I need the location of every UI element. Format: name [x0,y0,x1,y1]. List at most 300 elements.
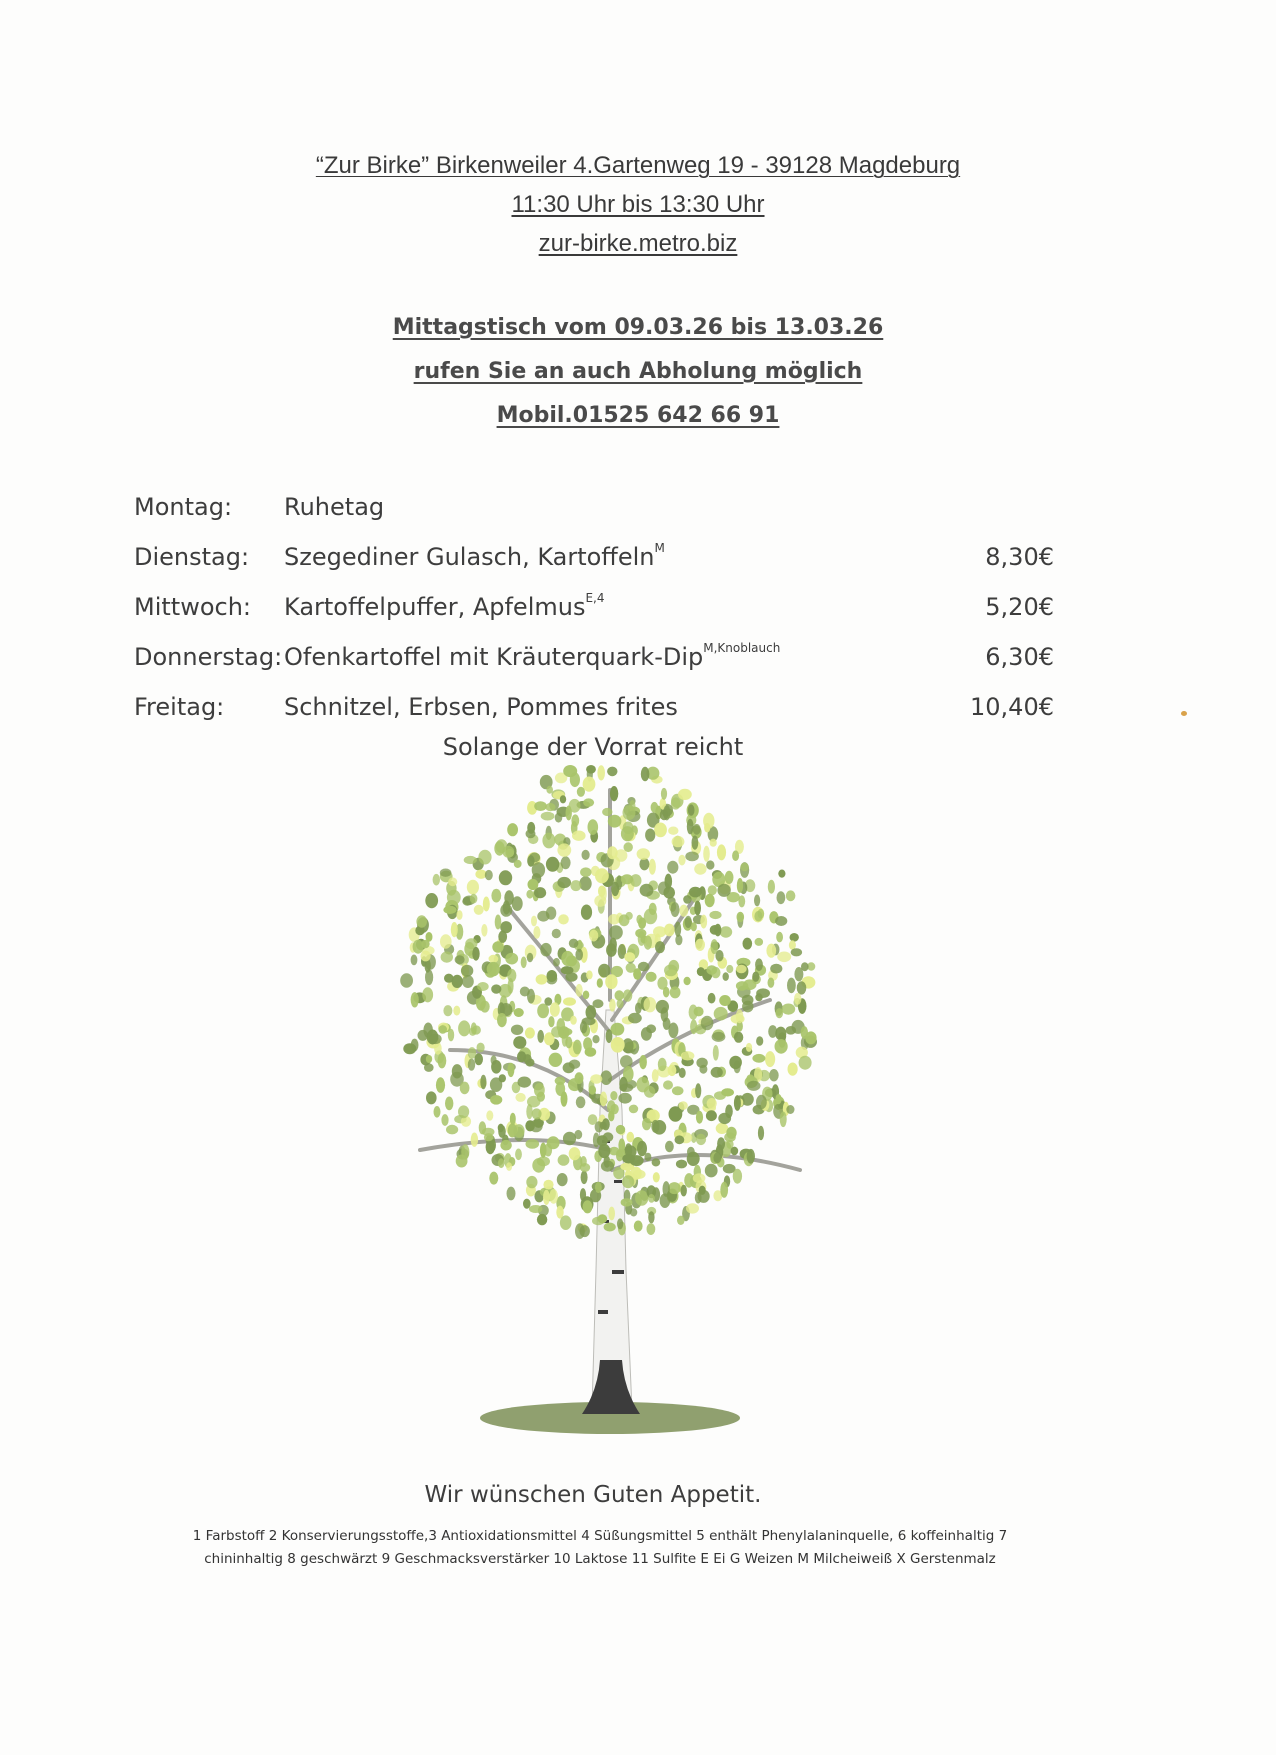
leaf [615,990,624,1000]
leaf [611,1023,625,1036]
leaf [411,992,419,1007]
leaf [583,1037,592,1050]
leaf [575,949,583,961]
leaf [786,1026,797,1035]
menu-price: 5,20€ [985,593,1054,621]
leaf [458,1020,470,1036]
leaf [624,952,635,962]
leaf [572,831,586,841]
leaf [513,1036,526,1049]
leaf [780,1112,787,1128]
leaf [678,789,692,800]
leaf [633,968,641,980]
allergen-legend-line: 1 Farbstoff 2 Konservierungsstoffe,3 Antioxidationsmittel 4 Süßungsmittel 5 enthält Phenylalaninquelle, 6 koffeinhaltig 7 [192,1528,1008,1544]
leaf [580,867,591,877]
leaf [705,1164,718,1178]
leaf [546,857,559,872]
leaf [555,1077,566,1085]
leaf [692,836,699,850]
leaf [689,1005,698,1020]
leaf [565,972,577,982]
leaf [543,1190,550,1205]
menu-row [134,482,1054,532]
leaf [769,1069,779,1081]
leaf [589,930,598,942]
leaf [551,1026,563,1037]
leaf [646,972,657,982]
leaf [455,955,465,964]
leaf [644,1153,651,1161]
leaf [717,844,726,860]
leaf [598,886,606,897]
leaf [622,1154,635,1164]
leaf [470,894,478,904]
leaf [586,970,593,979]
leaf [495,915,502,930]
leaf [694,901,701,916]
leaf [737,878,743,893]
leaf [714,924,721,937]
leaf [734,1032,743,1043]
leaf [705,894,715,908]
leaf [426,932,433,942]
leaf [577,787,585,797]
leaf [611,882,619,896]
leaf [424,1063,434,1072]
leaf [695,1083,701,1098]
leaf [687,819,694,835]
leaf [481,924,487,937]
menu-day: Montag: [134,493,233,521]
leaf [421,951,431,962]
leaf [527,855,534,866]
leaf [776,1008,784,1018]
leaf [471,1133,478,1147]
menu-day: Mittwoch: [134,593,251,621]
leaf [765,1051,775,1067]
leaf [617,999,624,1008]
leaf [452,1064,463,1078]
leaf [635,1003,642,1014]
leaf [438,1025,447,1034]
menu-row [134,532,1054,582]
leaf [422,987,433,1002]
leaf [594,895,606,907]
leaf [478,850,491,865]
leaf [639,1055,647,1069]
leaf [711,939,719,954]
leaf [579,876,591,891]
leaf [534,801,547,811]
leaf [580,1188,586,1201]
leaf [618,1138,625,1152]
leaf [713,1045,719,1061]
leaf [521,957,527,969]
leaf [685,916,692,928]
leaf [681,1051,695,1060]
leaf [743,938,753,950]
leaf [788,1063,798,1076]
leaf [489,955,499,963]
leaf [775,916,787,926]
leaf [720,1182,728,1198]
leaf [720,926,733,937]
leaf [747,1149,755,1164]
leaf [687,1152,700,1166]
leaf [526,890,533,899]
leaf [701,1016,714,1030]
menu-row [134,582,1054,632]
scan-speck [1181,711,1187,716]
leaf [580,1225,590,1237]
leaf [740,863,748,872]
birch-tree-illustration [360,750,860,1450]
leaf [569,799,581,813]
leaf [537,1214,547,1225]
leaf [597,978,603,987]
leaf [799,1056,812,1070]
leaf [510,1113,516,1125]
leaf [686,1203,699,1213]
leaf [746,1043,752,1052]
leaf [786,890,796,901]
leaf [529,1205,543,1213]
leaf [649,903,657,915]
leaf [708,885,717,895]
menu-price: 6,30€ [985,643,1054,671]
leaf [583,1200,593,1213]
leaf [754,911,762,922]
leaf [576,1096,586,1108]
leaf [557,843,571,856]
website-link[interactable]: zur-birke.metro.biz [538,230,738,257]
leaf [589,1085,597,1094]
leaf [706,1110,717,1121]
leaf [600,1070,612,1085]
leaf [758,1126,764,1140]
leaf [607,846,618,859]
leaf [675,1135,685,1144]
leaf [766,944,776,958]
leaf [652,1158,661,1166]
leaf [580,1021,587,1034]
leaf [609,999,616,1012]
leaf [453,1006,460,1016]
leaf [515,1093,525,1102]
leaf [548,1016,554,1027]
leaf [540,943,551,957]
leaf [677,1216,685,1225]
leaf [441,952,453,963]
leaf [714,1007,728,1021]
leaf [541,812,555,821]
leaf [688,804,695,815]
leaf [505,849,514,857]
menu-dish: Szegediner Gulasch, Kartoffeln$^M$ [284,541,665,571]
leaf [752,1054,765,1063]
leaf [441,1114,448,1126]
leaf [413,940,424,954]
leaf [738,895,745,907]
leaf [736,965,747,974]
leaf [782,1004,796,1015]
leaf [777,952,791,963]
leaf [571,814,579,826]
leaf [484,1133,493,1141]
leaf [595,1182,602,1193]
leaf [569,1147,581,1160]
leaf [717,1137,725,1150]
leaf [706,860,714,869]
menu-dish: Ofenkartoffel mit Kräuterquark-Dip$^{M,Knoblauch}$ [284,641,781,671]
leaf [576,984,583,997]
leaf [679,1101,688,1110]
leaf [515,1149,522,1161]
leaf [690,1019,697,1034]
leaf [644,997,657,1012]
menu-dish: Schnitzel, Erbsen, Pommes frites [284,693,678,721]
leaf [707,1098,717,1109]
leaf [444,974,454,983]
restaurant-address: “Zur Birke” Birkenweiler 4.Gartenweg 19 - 39128 Magdeburg [315,152,961,179]
leaf [458,1105,469,1118]
leaf [621,826,634,841]
leaf [477,982,489,991]
closing-greeting: Wir wünschen Guten Appetit. [424,1482,762,1508]
leaf [608,815,622,828]
leaf [665,874,673,890]
leaf [663,1080,673,1089]
leaf [657,977,667,990]
leaf [658,1058,667,1071]
leaf [725,871,734,884]
leaf [786,1105,794,1114]
leaf [611,1037,625,1053]
leaf [694,863,706,874]
leaf [734,1095,741,1111]
leaf [597,1135,608,1146]
leaf [464,856,477,864]
leaf [477,1043,485,1053]
leaf [583,798,594,806]
leaf [425,893,438,908]
leaf [500,1140,511,1151]
leaf [575,1072,584,1084]
leaf [616,1125,625,1134]
allergen-legend [160,1525,1040,1571]
leaf [553,958,560,967]
leaf [570,1016,577,1025]
leaf [768,978,775,988]
leaf [489,1172,498,1185]
leaf [695,939,705,951]
leaf [440,869,452,877]
leaf [736,1009,744,1023]
leaf [526,1176,537,1188]
leaf [557,877,571,888]
leaf [706,965,717,974]
leaf [517,1051,526,1062]
leaf [445,1097,453,1111]
leaf [787,978,796,994]
leaf [696,1058,707,1068]
leaf [411,955,418,966]
leaf [675,935,682,946]
week-title: Mittagstisch vom 09.03.26 bis 13.03.26 [392,315,884,340]
leaf [801,962,809,971]
leaf [640,884,654,897]
leaf [654,823,667,838]
leaf [602,1118,610,1130]
leaf [534,1083,545,1097]
leaf [756,1036,763,1046]
opening-hours: 11:30 Uhr bis 13:30 Uhr [511,191,765,218]
leaf [627,1132,635,1143]
leaf [474,1053,483,1065]
leaf [651,1120,659,1133]
leaf [491,1060,501,1074]
phone-number: Mobil.01525 642 66 91 [496,403,780,428]
leaf [592,1035,599,1043]
leaf [563,1062,575,1073]
leaf [550,1002,560,1017]
leaf [676,1160,687,1169]
leaf [736,981,748,991]
leaf [507,1063,514,1077]
leaf [490,1077,502,1092]
leaf [732,850,739,861]
leaf [557,1173,568,1186]
leaf [647,1223,656,1235]
leaf [693,824,701,835]
leaf [664,965,677,977]
leaf [712,1032,726,1042]
allergen-legend-line: chininhaltig 8 geschwärzt 9 Geschmacksverstärker 10 Laktose 11 Sulfite E Ei G Weizen M Milcheiweiß X Gerstenmalz [204,1551,996,1567]
leaf [790,933,799,942]
leaf [563,765,577,777]
leaf [443,906,456,914]
leaf [506,1162,512,1171]
leaf [523,1199,531,1209]
leaf [558,1154,570,1165]
leaf [610,786,618,801]
leaf [733,1169,742,1184]
leaf [528,879,539,890]
leaf [512,896,523,911]
leaf [433,874,440,886]
pickup-note: rufen Sie an auch Abholung möglich [413,359,863,384]
leaf [661,788,667,800]
leaf [635,929,646,938]
leaf [634,1221,643,1232]
leaf [704,823,710,833]
leaf [754,895,760,907]
leaf [499,870,512,885]
leaf [514,1008,524,1017]
leaf [561,951,574,966]
leaf [511,1025,523,1035]
leaf [604,1223,616,1232]
leaf [461,965,473,977]
leaf [598,1144,610,1159]
leaf [620,1055,633,1068]
menu-day: Donnerstag: [134,643,283,671]
leaf [737,912,745,923]
leaf [440,934,452,949]
leaf [555,813,563,823]
leaf [671,902,680,917]
leaf [533,926,540,939]
leaf [547,970,558,982]
leaf [791,948,802,956]
leaf [498,931,507,943]
leaf [573,1040,582,1055]
leaf [490,1095,502,1105]
leaf [685,852,699,862]
leaf [794,993,801,1005]
leaf [629,1105,638,1114]
menu-price: 8,30€ [985,543,1054,571]
leaf [507,823,518,836]
menu-dish: Ruhetag [284,493,385,521]
leaf [617,1218,623,1229]
leaf [709,911,721,919]
leaf [653,926,666,937]
leaf [581,1171,588,1185]
leaf [756,1095,767,1110]
leaf [448,1029,454,1042]
leaf [608,1207,615,1221]
leaf [655,941,665,953]
leaf [618,1093,631,1104]
leaf [621,874,633,884]
leaf [446,1125,458,1135]
leaf [498,1125,506,1138]
leaf [805,1031,816,1044]
leaf [770,964,782,974]
leaf [426,1091,437,1104]
leaf [721,1088,734,1096]
leaf [606,1029,613,1043]
leaf [636,915,642,924]
leaf [492,941,503,953]
leaf [726,1127,736,1139]
leaf [590,1074,602,1084]
leaf [565,1037,572,1049]
leaf [560,795,566,803]
leaf [747,1081,761,1091]
leaf [768,1025,777,1038]
leaf [609,938,617,952]
leaf [667,861,678,874]
leaf [569,939,579,948]
leaf [622,1175,634,1188]
leaf [689,887,702,898]
leaf [491,984,501,993]
leaf [623,805,636,820]
leaf [693,1173,706,1183]
leaf [605,974,617,989]
leaf [474,905,484,915]
leaf [696,1111,703,1124]
leaf [711,1067,723,1078]
leaf [434,1106,441,1118]
leaf [642,1118,651,1131]
leaf [731,1147,739,1156]
leaf [729,1056,742,1069]
leaf [486,1110,493,1120]
leaf [595,868,609,883]
